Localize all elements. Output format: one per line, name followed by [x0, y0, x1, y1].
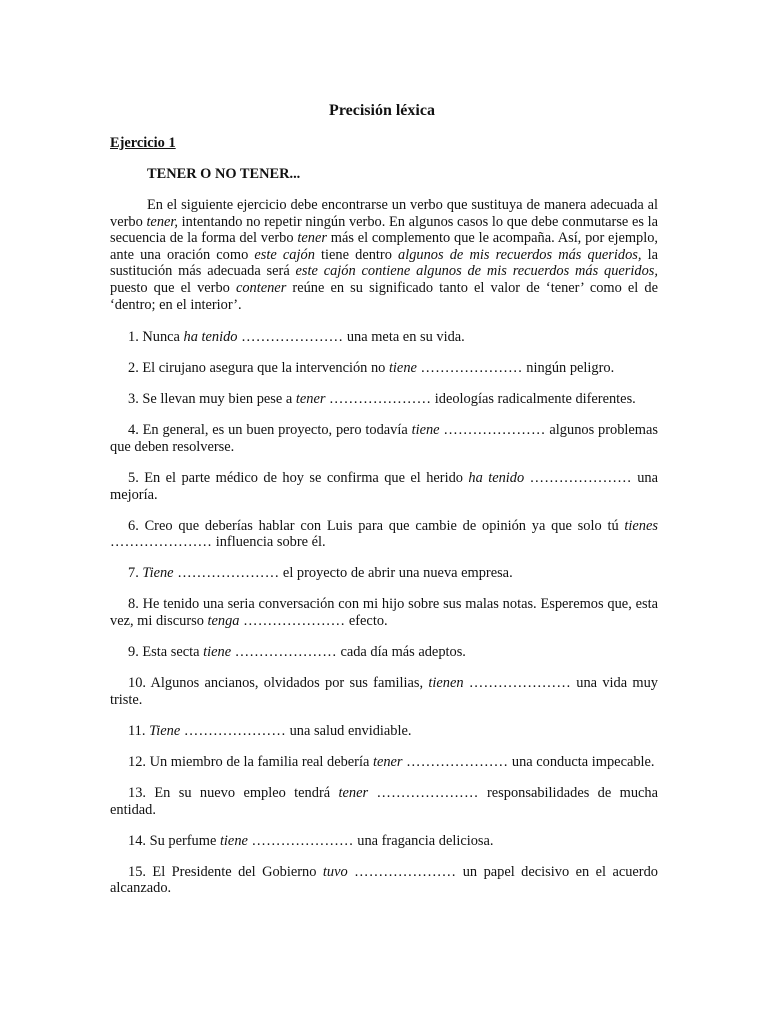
item-text: efecto.	[345, 613, 388, 630]
exercise-item	[110, 644, 658, 661]
page-title: Precisión léxica	[329, 102, 435, 119]
item-verb: ha tenido	[468, 469, 525, 486]
answer-blank: …………………	[177, 565, 280, 582]
exercise-heading: Ejercicio 1	[110, 135, 176, 151]
answer-blank: …………………	[243, 613, 346, 630]
item-text: algunos problemas que deben resolverse.	[110, 422, 658, 455]
item-text: 1. Nunca	[128, 329, 184, 345]
answer-blank: …………………	[329, 391, 432, 408]
item-text: 13. En su nuevo empleo tendrá	[128, 785, 339, 802]
exercise-item	[110, 470, 658, 503]
item-text: el proyecto de abrir una nueva empresa.	[279, 565, 513, 582]
item-verb: tienes	[624, 517, 658, 534]
item-verb: ha tenido	[183, 329, 238, 345]
exercise-item	[110, 833, 658, 850]
exercise-item	[110, 329, 658, 346]
item-verb: tener	[338, 785, 369, 802]
exercise-item	[110, 754, 658, 771]
exercise-list	[110, 329, 658, 912]
intro-text: En el siguiente ejercicio debe encontrarse un verbo que sustituya de manera adecuada al verbo	[110, 197, 658, 230]
exercise-item	[110, 391, 658, 408]
item-text: una vida muy triste.	[110, 675, 658, 708]
exercise-item	[110, 596, 658, 629]
item-verb: Tiene	[142, 565, 174, 582]
item-verb: tiene	[203, 644, 232, 661]
item-text: un papel decisivo en el acuerdo alcanzado.	[110, 863, 658, 897]
item-text: una meta en su vida.	[343, 329, 465, 345]
item-text: una mejoría.	[110, 469, 658, 503]
item-text: una conducta impecable.	[508, 754, 655, 770]
intro-text: más el complemento que le acompaña. Así, por ejemplo, ante una oración como	[110, 230, 659, 263]
item-text: ideologías radicalmente diferentes.	[431, 391, 636, 408]
item-verb: tiene	[219, 832, 248, 849]
item-verb: tiene	[388, 360, 417, 377]
answer-blank: …………………	[234, 644, 337, 661]
intro-text: tiene dentro	[314, 246, 399, 263]
item-text: 8. He tenido una seria conversación con mi hijo sobre sus malas notas. Esperemos que, esta vez, mi discurso	[110, 596, 658, 630]
item-verb: tienen	[428, 675, 464, 692]
item-text: 6. Creo que deberías hablar con Luis para que cambie de opinión ya que solo tú	[128, 517, 625, 534]
answer-blank: …………………	[420, 360, 523, 377]
item-text: 15. El Presidente del Gobierno	[128, 863, 323, 880]
answer-blank: …………………	[251, 832, 354, 849]
intro-italic: este cajón	[254, 246, 315, 263]
intro-italic: tener	[297, 230, 327, 247]
item-text: 9. Esta secta	[128, 644, 204, 661]
answer-blank: …………………	[468, 675, 571, 692]
exercise-item	[110, 675, 658, 708]
exercise-item	[110, 723, 658, 740]
item-text: responsabilidades de mucha entidad.	[110, 785, 659, 818]
section-subheading: TENER O NO TENER...	[147, 166, 301, 182]
item-text: 4. En general, es un buen proyecto, pero todavía	[128, 422, 412, 439]
answer-blank: …………………	[406, 754, 509, 770]
intro-text: reúne en su significado tanto el valor de ‘tener’ como el de ‘dentro; en el interior’.	[110, 279, 658, 313]
item-verb: tener	[372, 754, 403, 770]
exercise-item	[110, 360, 658, 377]
answer-blank: …………………	[110, 534, 213, 551]
exercise-item	[110, 864, 658, 897]
item-text: cada día más adeptos.	[336, 644, 466, 661]
item-text: 3. Se llevan muy bien pese a	[128, 391, 296, 408]
exercise-item	[110, 785, 658, 818]
intro-italic: algunos de mis recuerdos más queridos,	[398, 246, 642, 263]
intro-paragraph	[110, 197, 658, 313]
intro-italic: contener	[235, 279, 287, 296]
item-verb: Tiene	[149, 722, 181, 739]
item-text: 12. Un miembro de la familia real debería	[128, 754, 373, 770]
intro-text: la sustitución más adecuada será	[110, 246, 659, 280]
exercise-item	[110, 518, 658, 551]
intro-text: puesto que el verbo	[110, 279, 236, 296]
exercise-item	[110, 565, 658, 582]
item-verb: tuvo	[322, 863, 348, 880]
answer-blank: …………………	[241, 329, 344, 345]
item-text: ningún peligro.	[522, 360, 615, 377]
item-text: 2. El cirujano asegura que la intervención no	[128, 360, 389, 377]
item-verb: tiene	[411, 422, 440, 439]
intro-text: intentando no repetir ningún verbo. En algunos casos lo que debe conmutarse es la secuencia de la forma del verbo	[110, 213, 659, 247]
item-text: 11.	[128, 722, 150, 739]
answer-blank: …………………	[529, 469, 632, 486]
intro-italic: tener,	[146, 213, 179, 230]
item-text: una fragancia deliciosa.	[353, 832, 494, 849]
exercise-item	[110, 422, 658, 455]
answer-blank: …………………	[354, 863, 457, 880]
item-text: 14. Su perfume	[128, 832, 220, 849]
answer-blank: …………………	[183, 722, 286, 739]
item-text: influencia sobre él.	[212, 534, 326, 551]
item-verb: tenga	[207, 613, 240, 630]
intro-italic: este cajón contiene algunos de mis recuerdos más queridos,	[295, 263, 658, 280]
answer-blank: …………………	[443, 422, 546, 439]
item-text: 10. Algunos ancianos, olvidados por sus familias,	[128, 675, 429, 692]
item-text: una salud envidiable.	[286, 722, 412, 739]
item-verb: tener	[295, 391, 326, 408]
answer-blank: …………………	[376, 785, 479, 802]
item-text: 5. En el parte médico de hoy se confirma que el herido	[128, 469, 469, 486]
item-text: 7.	[128, 565, 143, 582]
